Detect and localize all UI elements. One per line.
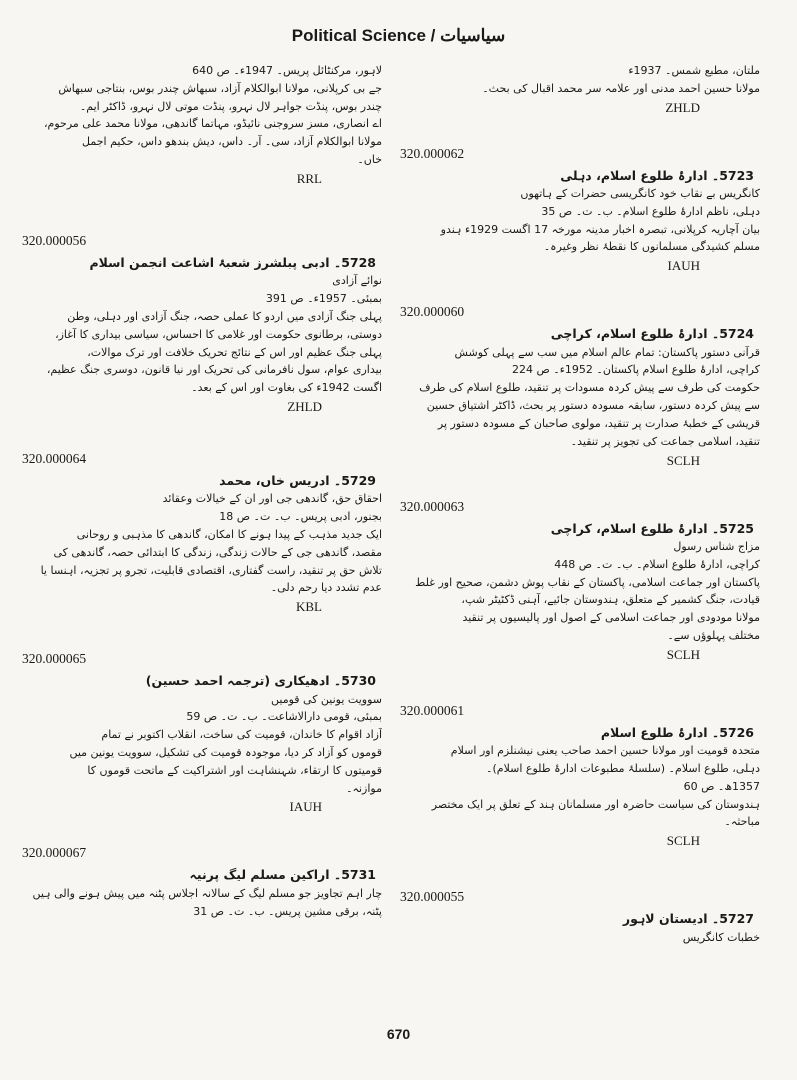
entry-body [400, 62, 770, 98]
entry-line: بمبئی، قومی دارالاشاعت۔ ب۔ ت۔ ص 59 [186, 710, 382, 724]
entry-line: کانگریس بے نقاب خود کانگریسی حضرات کے ہاتھوں [520, 187, 760, 200]
entry-heading: 5731۔ اراکین مسلم لیگ پرنیہ [189, 867, 376, 883]
entry-line: موازنہ۔ [346, 781, 382, 795]
library-code: ZHLD [287, 398, 322, 414]
catalog-entry [400, 703, 770, 849]
entry-line: بیان آچاریہ کرپلانی، تبصرہ اخبار مدینہ مورخہ 17 اگست 1929ء ہندو [440, 222, 760, 236]
catalog-entry [400, 499, 770, 663]
entry-heading: 5729۔ ادریس خاں، محمد [219, 472, 376, 488]
entry-line: خاں۔ [357, 153, 382, 167]
entry-line: قرآنی دستور پاکستان: تمام عالم اسلام میں سب سے پہلی کوشش [454, 345, 760, 359]
entry-body [22, 490, 392, 597]
entry-line: ہندوستان کی سیاست حاضرہ اور مسلمانان ہند کے تعلق پر ایک مختصر [431, 797, 760, 811]
entry-line: متحدہ قومیت اور مولانا حسین احمد صاحب یعنی نیشنلزم اور اسلام [450, 744, 760, 758]
entry-body [400, 344, 770, 451]
entry-body [22, 62, 392, 169]
entry-line: پاکستان اور جماعت اسلامی، پاکستان کے نقاب پوش دشمن، صحیح اور غلط [415, 575, 760, 589]
entry-line: قریشی کے خطبۂ صدارت پر تنقید، مولوی صاحبان کے مسودہ دستور پر [437, 416, 760, 430]
entry-body [400, 742, 770, 831]
entry-line: سوویت یونین کی قومیں [271, 692, 382, 706]
entry-body [22, 691, 392, 798]
library-code: SCLH [666, 833, 700, 849]
entry-line: 1357ھ۔ ص 60 [683, 779, 760, 793]
entry-line: بجنور، ادبی پریس۔ ب۔ ت۔ ص 18 [219, 510, 382, 524]
entry-line: تلاش حق پر تنقید، راست گفتاری، اقتصادی قابلیت، تجرو پر تجزیہ، اہنسا یا [40, 563, 382, 577]
entry-line: مختلف پہلوؤں سے۔ [667, 628, 760, 642]
classification-number: 320.000064 [22, 450, 87, 466]
entry-line: سے پیش کردہ دستور، سابقہ مسودہ دستور پر بحث، ڈاکٹر اشتیاق حسین [426, 399, 760, 413]
entry-line: چندر بوس، پنڈت جواہر لال نہرو، پنڈت موتی لال نہرو، ڈاکٹر ایم۔ [79, 99, 382, 113]
entry-line: دہلی، طلوع اسلام۔ (سلسلۂ مطبوعات ادارۂ طلوع اسلام)۔ [486, 761, 760, 775]
entry-body [400, 538, 770, 645]
classification-number: 320.000067 [22, 845, 87, 861]
library-code: ZHLD [665, 99, 700, 115]
entry-heading: 5725۔ ادارۂ طلوع اسلام، کراچی [550, 520, 754, 536]
entry-heading: 5727۔ ادیستان لاہور [622, 911, 754, 927]
classification-number: 320.000063 [400, 498, 465, 514]
entry-line: تنقید، اسلامی جماعت کی تجویز پر تنقید۔ [570, 434, 760, 448]
entry-line: اگست 1942ء کی بغاوت اور اس کے بعد۔ [191, 381, 382, 395]
library-code: RRL [296, 170, 322, 186]
entry-line: بمبئی۔ 1957ء۔ ص 391 [265, 292, 382, 306]
classification-number: 320.000065 [22, 651, 87, 667]
classification-number: 320.000061 [400, 702, 465, 718]
entry-line: چار اہم تجاویز جو مسلم لیگ کے سالانہ اجلاس پٹنہ میں پیش ہونے والی ہیں [32, 886, 382, 900]
entry-line: قومیتوں کا ارتقاء، شہنشاہت اور اشتراکیت کے ماتحت قوموں کا [87, 763, 382, 777]
entry-line: قوموں کو آزاد کر دیا، موجودہ قومیت کی تشکیل، سوویت یونین میں [69, 746, 382, 759]
entry-line: لاہور، مرکنٹائل پریس۔ 1947ء۔ ص 640 [192, 64, 382, 77]
library-code: SCLH [666, 452, 700, 468]
entry-line: دہلی، ناظم ادارۂ طلوع اسلام۔ ب۔ ت۔ ص 35 [541, 204, 760, 218]
library-code: KBL [296, 599, 322, 615]
entry-body [400, 929, 770, 947]
left-column [22, 62, 392, 920]
entry-heading: 5726۔ ادارۂ طلوع اسلام [600, 724, 754, 740]
classification-number: 320.000055 [400, 889, 465, 905]
catalog-entry [22, 233, 392, 415]
entry-line: خطبات کانگریس [682, 930, 760, 944]
entry-line: کراچی، ادارۂ طلوع اسلام۔ ب۔ ت۔ ص 448 [554, 557, 760, 571]
entry-heading: 5724۔ ادارۂ طلوع اسلام، کراچی [550, 326, 754, 342]
entry-line: مقصد، گاندھی جی کے حالات زندگی، زندگی کا ابتدائی حصہ، گاندھی کی [53, 545, 382, 559]
catalog-entry [400, 62, 770, 116]
catalog-entry [22, 451, 392, 615]
entry-line: ایک جدید مذہب کے پیدا ہونے کا امکان، گاندھی کا مذہبی و روحانی [76, 527, 382, 541]
classification-number: 320.000062 [400, 145, 465, 161]
entry-line: نوائے آزادی [332, 274, 382, 288]
entry-line: پٹنہ، برقی مشین پریس۔ ب۔ ت۔ ص 31 [193, 904, 382, 918]
entry-heading: 5730۔ ادھیکاری (ترجمہ احمد حسین) [145, 673, 376, 689]
classification-number: 320.000060 [400, 304, 465, 320]
page-header-title: Political Science / سیاسیات [291, 26, 506, 45]
entry-line: عدم تشدد دیا رحم دلی۔ [270, 581, 382, 595]
catalog-entry [400, 889, 770, 946]
entry-line: دوستی، برطانوی حکومت اور غلامی کا احساس، سیاسی بیداری کا آغاز، [55, 327, 382, 341]
entry-body [400, 185, 770, 256]
entry-line: احقاق حق، گاندھی جی اور ان کے خیالات وعقائد [162, 492, 382, 506]
entry-line: پہلی جنگ آزادی میں اردو کا عملی حصہ، جنگ آزادی اور دہلی، وطن [67, 309, 382, 323]
library-code: IAUH [289, 799, 322, 815]
entry-line: مولانا ابوالکلام آزاد، سی۔ آر۔ داس، دیش بندھو داس، حکیم اجمل [82, 135, 382, 149]
entry-body [22, 272, 392, 397]
entry-line: حکومت کی طرف سے پیش کردہ مسودات پر تنقید، طلوع اسلام کی طرف [419, 381, 760, 395]
entry-line: کراچی، ادارۂ طلوع اسلام پاکستان۔ 1952ء۔ ص 224 [511, 363, 760, 377]
library-code: SCLH [666, 646, 700, 662]
entry-line: مسلم کشیدگی مسلمانوں کا نقطۂ نظر وغیرہ۔ [543, 240, 760, 254]
entry-line: ملتان، مطبع شمس۔ 1937ء [628, 64, 760, 77]
catalog-entry [22, 845, 392, 920]
entry-heading: 5723۔ ادارۂ طلوع اسلام، دہلی [560, 167, 754, 183]
library-code: IAUH [667, 258, 700, 274]
catalog-entry [400, 304, 770, 468]
entry-line: بیداری عوام، سول نافرمانی کی تحریک اور نیا قانون، دوسری جنگ عظیم، [46, 363, 382, 377]
entry-line: جے بی کرپلانی، مولانا ابوالکلام آزاد، سبھاش چندر بوس، بنتاجی سبھاش [58, 81, 382, 95]
classification-number: 320.000056 [22, 232, 87, 248]
entry-line: مولانا حسین احمد مدنی اور علامہ سر محمد اقبال کی بحث۔ [482, 81, 760, 95]
entry-line: قیادت، جنگ کشمیر کے متعلق، ہندوستان جائیے، آہنی ڈکٹیٹر شپ، [461, 593, 760, 607]
entry-line: آزاد اقوام کا خاندان، قومیت کی ساخت، انقلاب اکتوبر نے تمام [101, 728, 382, 742]
entry-line: اے انصاری، مسز سروجنی نائیڈو، مہاتما گاندھی، مولانا محمد علی مرحوم، [43, 117, 382, 131]
entry-heading: 5728۔ ادبی پبلشرز شعبۂ اشاعت انجمن اسلام [89, 254, 376, 270]
catalog-entry [22, 62, 392, 187]
entry-line: مزاج شناس رسول [673, 539, 760, 553]
catalog-entry [22, 651, 392, 815]
right-column [400, 62, 770, 946]
entry-body [22, 885, 392, 921]
entry-line: مباحثہ۔ [724, 815, 760, 829]
entry-line: مولانا مودودی اور جماعت اسلامی کے اصول اور پالیسیوں پر تنقید [462, 611, 760, 625]
entry-line: پہلی جنگ عظیم اور اس کے نتائج تحریک خلافت اور ترک موالات، [87, 345, 382, 359]
page-number: 670 [386, 1026, 411, 1042]
catalog-entry [400, 146, 770, 275]
